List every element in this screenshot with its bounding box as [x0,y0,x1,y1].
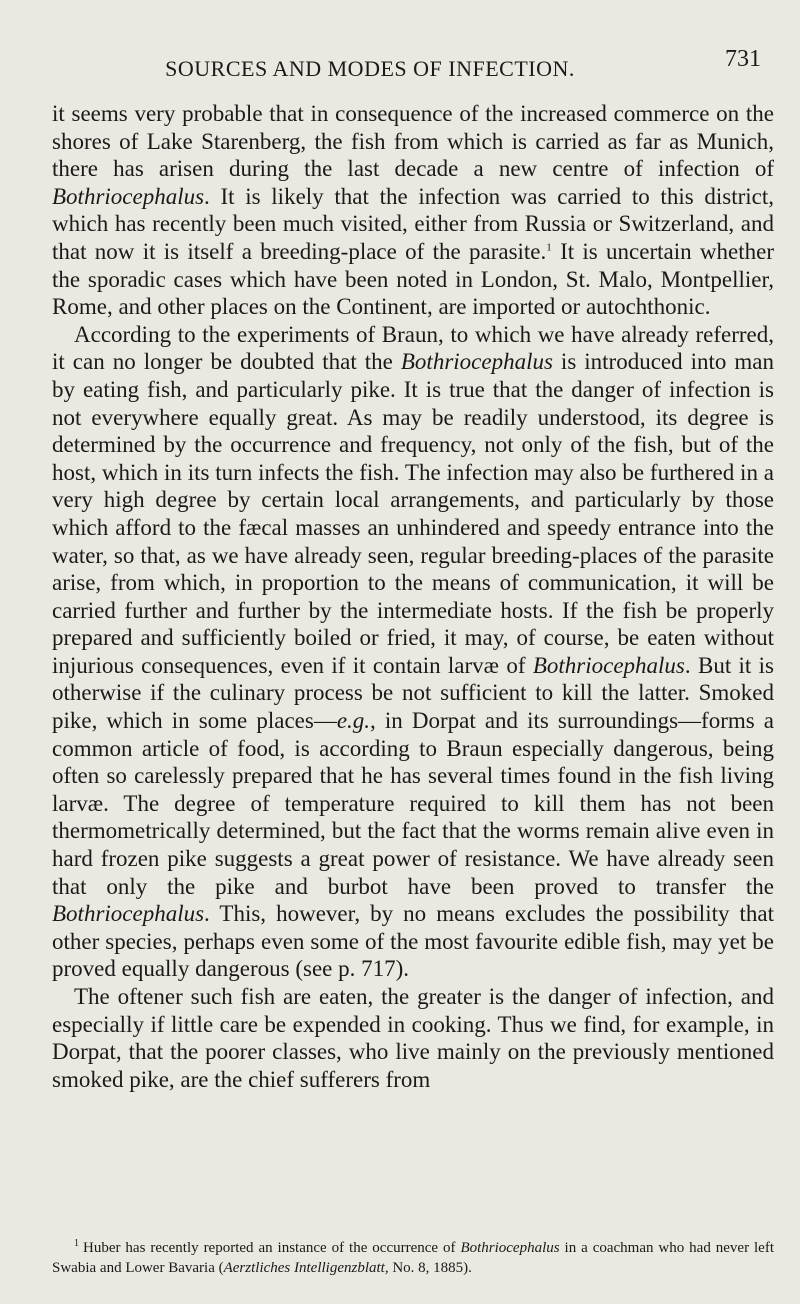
text-run: it seems very probable that in consequence of the increased commerce on the shores of Lake Starenberg, the fish from which is carried as far as Munich, there has arisen during the last decade a new centre of infection of [52,101,774,182]
italic-term: Bothriocephalus [400,349,553,375]
text-run: It is uncertain whether the sporadic cases which have been noted in London, St. Malo, Montpellier, Rome, and other places on the Continent, are imported or autochthonic. [52,238,774,320]
footnote-mark: 1 [74,1238,79,1249]
page-number: 731 [725,46,761,72]
text-run: in a coachman who had never left Swabia and Lower Bavaria ( [52,1240,774,1276]
text-run: is introduced into man by eating fish, and particularly pike. It is true that the danger of infection is not everywhere equally great. As may be readily understood, its degree is determined by the occurrence and frequency, not only of the fish, but of the host, which in its turn infects the fish. The infection may also be furthered in a very high degree by certain local arrangements, and particularly by those which afford to the fæcal masses an unhindered and speedy entrance into the water, so that, as we have already seen, regular breeding-places of the parasite arise, from which, in proportion to the means of communication, it will be carried further and further by the intermediate hosts. If the fish be properly prepared and sufficiently boiled or fried, it may, of course, be eaten without injurious consequences, even if it contain larvæ of [52,349,775,678]
text-run: According to the experiments of Braun, to which we have already referred, it can no longer be doubted that the [52,321,774,375]
italic-term: Bothriocephalus [52,901,205,927]
paragraph [52,100,774,321]
text-run: Huber has recently reported an instance of the occurrence of [83,1240,461,1256]
italic-term: Aerztliches Intelligenzblatt [223,1260,385,1276]
paragraph [52,983,774,1093]
paragraph [52,321,774,983]
text-run: . This, however, by no means excludes the possibility that other species, perhaps even some of the most favourite edible fish, may yet be proved equally dangerous (see p. 717). [52,901,774,982]
italic-term: Bothriocephalus [460,1240,560,1256]
footnotes [52,1238,774,1278]
footnote-reference: 1 [546,241,552,254]
italic-term: Bothriocephalus [52,183,205,209]
body-text [52,100,774,1093]
text-run: , No. 8, 1885). [384,1260,472,1276]
italic-term: Bothriocephalus [532,652,685,678]
text-run: . It is likely that the infection was carried to this district, which has recently been much visited, either from Russia or Switzerland, and that now it is itself a breeding-place of the parasite. [52,183,774,264]
running-head [0,46,800,92]
text-run: , in Dorpat and its surroundings—forms a common article of food, is according to Braun especially dangerous, being often so carelessly prepared that he has several times found in the fish living larvæ. The degree of temperature required to kill them has not been thermometrically determined, but the fact that the worms remain alive even in hard frozen pike suggests a great power of resistance. We have already seen that only the pike and burbot have been proved to transfer the [52,708,774,899]
footnote [52,1238,774,1278]
text-run: The oftener such fish are eaten, the greater is the danger of infection, and especially if little care be expended in cooking. Thus we find, for example, in Dorpat, that the poorer classes, who live mainly on the previously mentioned smoked pike, are the chief sufferers from [52,984,774,1092]
running-title: SOURCES AND MODES OF INFECTION. [165,56,575,81]
text-run: . But it is otherwise if the culinary process be not sufficient to kill the latter. Smoked pike, which in some places— [52,652,774,734]
italic-term: e.g. [336,708,371,734]
